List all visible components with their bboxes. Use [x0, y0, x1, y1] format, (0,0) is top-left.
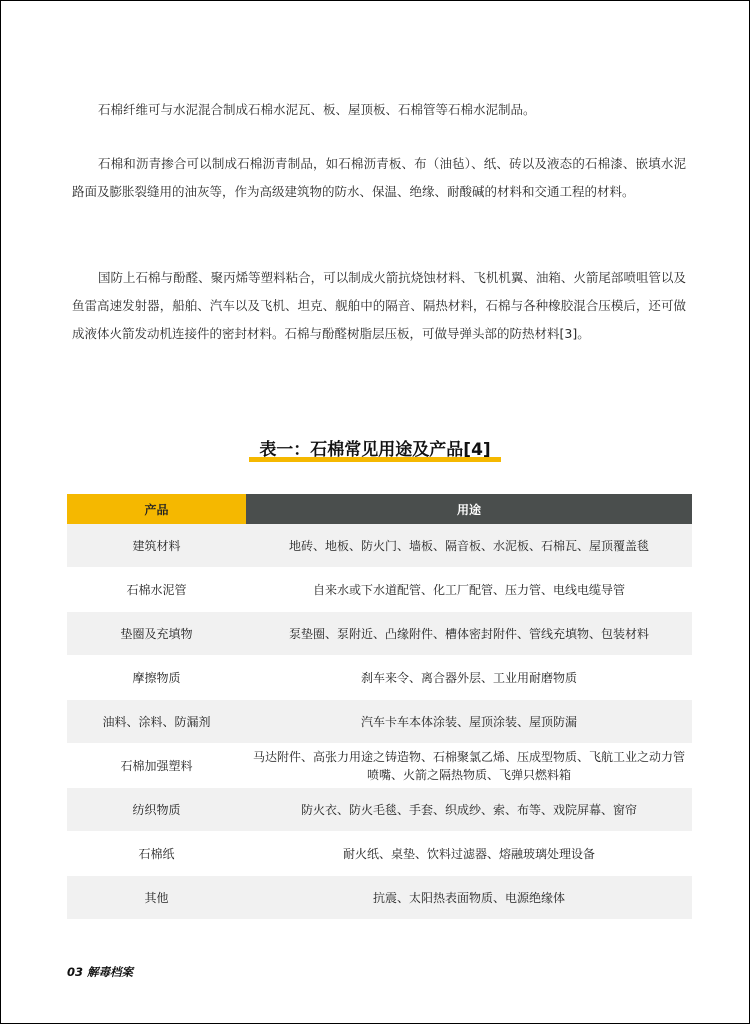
cell-product: 垫圈及充填物: [67, 612, 246, 656]
table-row: [67, 700, 692, 744]
table-title: 表一：石棉常见用途及产品[4]: [249, 437, 500, 463]
cell-usage: 汽车卡车本体涂装、屋顶涂装、屋顶防漏: [246, 700, 692, 744]
cell-usage: 抗震、太阳热表面物质、电源绝缘体: [246, 876, 692, 920]
table-title-wrap: [0, 437, 750, 463]
cell-usage: 防火衣、防火毛毯、手套、织成纱、索、布等、戏院屏幕、窗帘: [246, 788, 692, 832]
cell-usage: 刹车来令、离合器外层、工业用耐磨物质: [246, 656, 692, 700]
table-header-row: [67, 494, 692, 524]
cell-usage: 泵垫圈、泵附近、凸缘附件、槽体密封附件、管线充填物、包装材料: [246, 612, 692, 656]
cell-usage: 马达附件、高张力用途之铸造物、石棉聚氯乙烯、压成型物质、飞航工业之动力管喷嘴、火箭之隔热物质、飞弹只燃料箱: [246, 744, 692, 788]
cell-product: 建筑材料: [67, 524, 246, 568]
table-row: [67, 876, 692, 920]
table-row: [67, 744, 692, 788]
cell-product: 石棉纸: [67, 832, 246, 876]
table-row: [67, 568, 692, 612]
cell-usage: 地砖、地板、防火门、墙板、隔音板、水泥板、石棉瓦、屋顶覆盖毯: [246, 524, 692, 568]
table-row: [67, 612, 692, 656]
paragraph-asbestos-defense: 国防上石棉与酚醛、聚丙烯等塑料粘合，可以制成火箭抗烧蚀材料、飞机机翼、油箱、火箭尾部喷咀管以及鱼雷高速发射器，船舶、汽车以及飞机、坦克、舰舶中的隔音、隔热材料，石棉与各种橡胶混合压模后，还可做成液体火箭发动机连接件的密封材料。石棉与酚醛树脂层压板，可做导弹头部的防热材料[3]。: [72, 270, 686, 341]
cell-product: 摩擦物质: [67, 656, 246, 700]
table-row: [67, 524, 692, 568]
asbestos-uses-table: [67, 494, 692, 920]
page-footer-label: 03 解毒档案: [67, 965, 134, 979]
cell-usage: 自来水或下水道配管、化工厂配管、压力管、电线电缆导管: [246, 568, 692, 612]
table-row: [67, 832, 692, 876]
cell-usage: 耐火纸、桌垫、饮料过滤器、熔融玻璃处理设备: [246, 832, 692, 876]
paragraph-asbestos-cement: 石棉纤维可与水泥混合制成石棉水泥瓦、板、屋顶板、石棉管等石棉水泥制品。: [98, 102, 536, 117]
table-row: [67, 788, 692, 832]
header-product: 产品: [67, 494, 246, 524]
cell-product: 石棉水泥管: [67, 568, 246, 612]
paragraph-asbestos-asphalt: 石棉和沥青掺合可以制成石棉沥青制品，如石棉沥青板、布（油毡）、纸、砖以及液态的石棉漆、嵌填水泥路面及膨胀裂缝用的油灰等，作为高级建筑物的防水、保温、绝缘、耐酸碱的材料和交通工程的材料。: [72, 156, 686, 199]
header-usage: 用途: [246, 494, 692, 524]
cell-product: 纺织物质: [67, 788, 246, 832]
cell-product: 其他: [67, 876, 246, 920]
table-row: [67, 656, 692, 700]
cell-product: 石棉加强塑料: [67, 744, 246, 788]
cell-product: 油料、涂料、防漏剂: [67, 700, 246, 744]
